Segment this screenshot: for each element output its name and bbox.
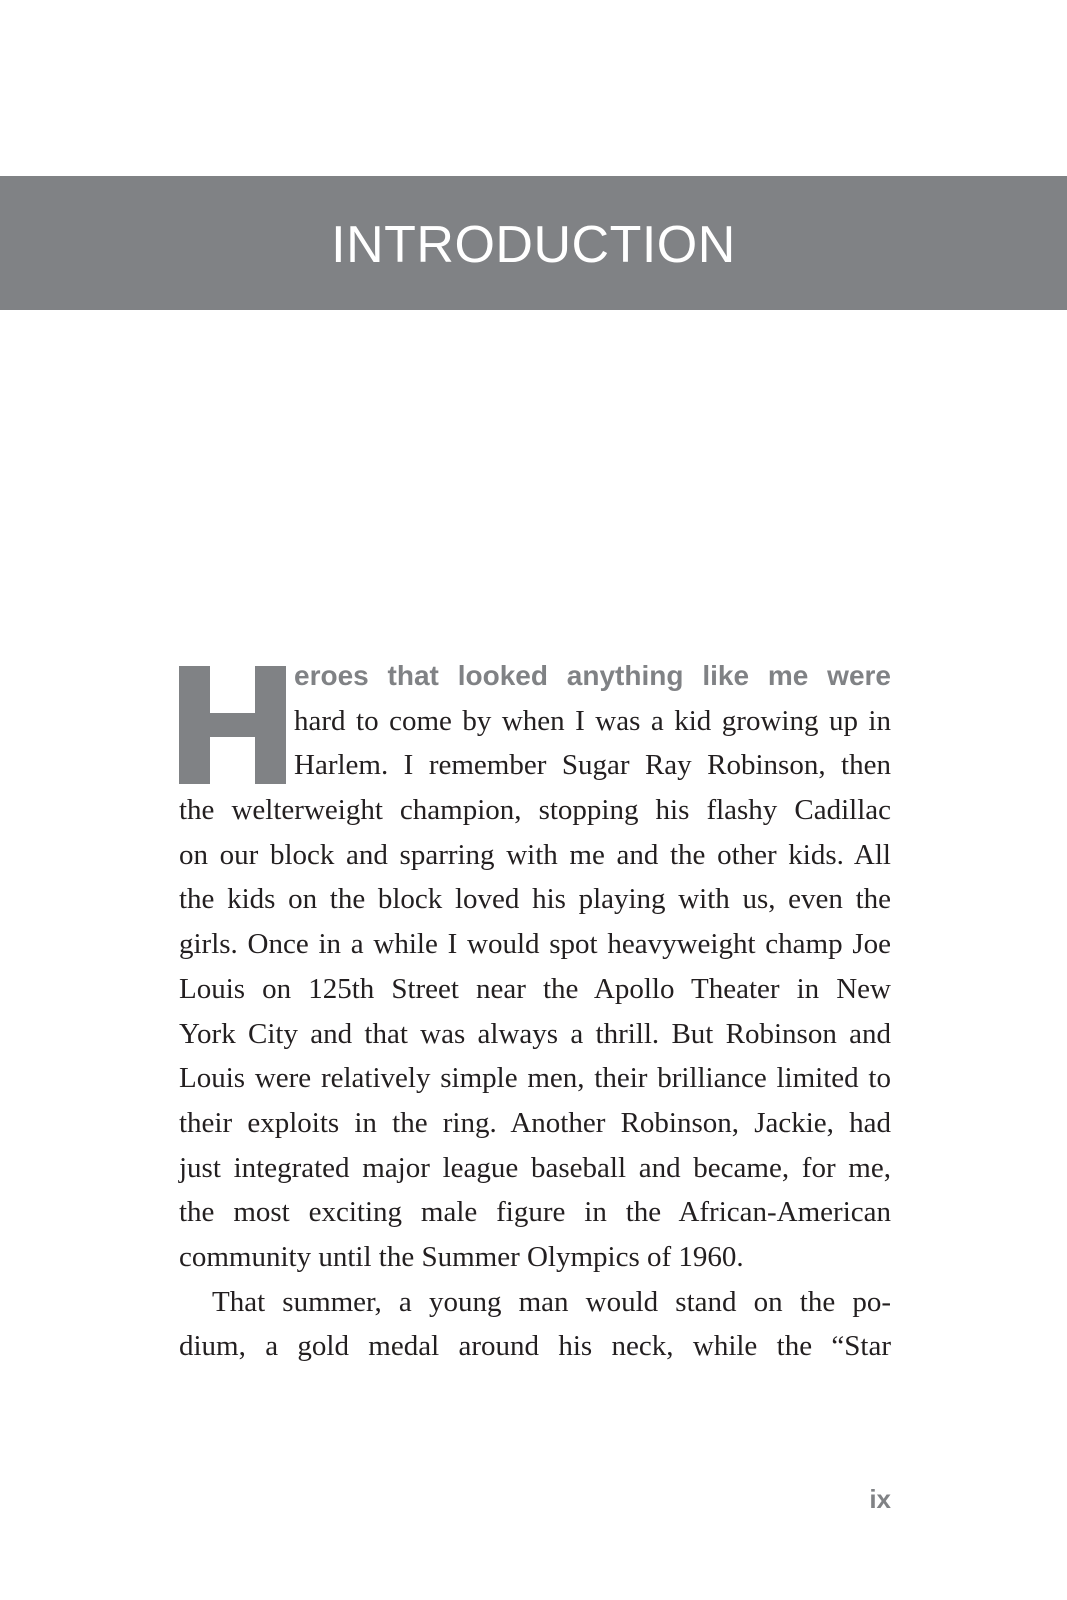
- paragraph-line: just integrated major league baseball and became, for me,: [179, 1151, 891, 1184]
- page-number: ix: [869, 1484, 891, 1514]
- paragraph-line: the kids on the block loved his playing with us, even the: [179, 883, 891, 916]
- paragraph-line: the welterweight champion, stopping his flashy Cadillac: [179, 794, 891, 827]
- paragraph-line: York City and that was always a thrill. But Robinson and: [179, 1017, 891, 1050]
- paragraph-line: dium, a gold medal around his neck, while the “Star: [179, 1330, 891, 1363]
- paragraph-line: girls. Once in a while I would spot heavyweight champ Joe: [179, 928, 891, 961]
- paragraph-line: Harlem. I remember Sugar Ray Robinson, then: [294, 749, 891, 782]
- paragraph-line: their exploits in the ring. Another Robinson, Jackie, had: [179, 1106, 891, 1139]
- paragraph-line: the most exciting male figure in the African-American: [179, 1196, 891, 1229]
- chapter-title: INTRODUCTION: [331, 216, 736, 274]
- paragraph-line: [294, 654, 891, 699]
- body-text: [179, 654, 891, 1369]
- paragraph-line: Louis were relatively simple men, their brilliance limited to: [179, 1062, 891, 1095]
- chapter-banner: [0, 176, 1067, 310]
- drop-cap-letter: [179, 666, 286, 784]
- lead-in-text: eroes that looked anything like me were: [294, 660, 891, 691]
- paragraph-2: [179, 1280, 891, 1369]
- paragraph-line: community until the Summer Olympics of 1960.: [179, 1240, 744, 1273]
- paragraph-line: on our block and sparring with me and the other kids. All: [179, 838, 891, 871]
- paragraph-line: That summer, a young man would stand on the po-: [212, 1285, 891, 1318]
- paragraph-line: Louis on 125th Street near the Apollo Theater in New: [179, 972, 891, 1005]
- paragraph-line: hard to come by when I was a kid growing up in: [294, 704, 891, 737]
